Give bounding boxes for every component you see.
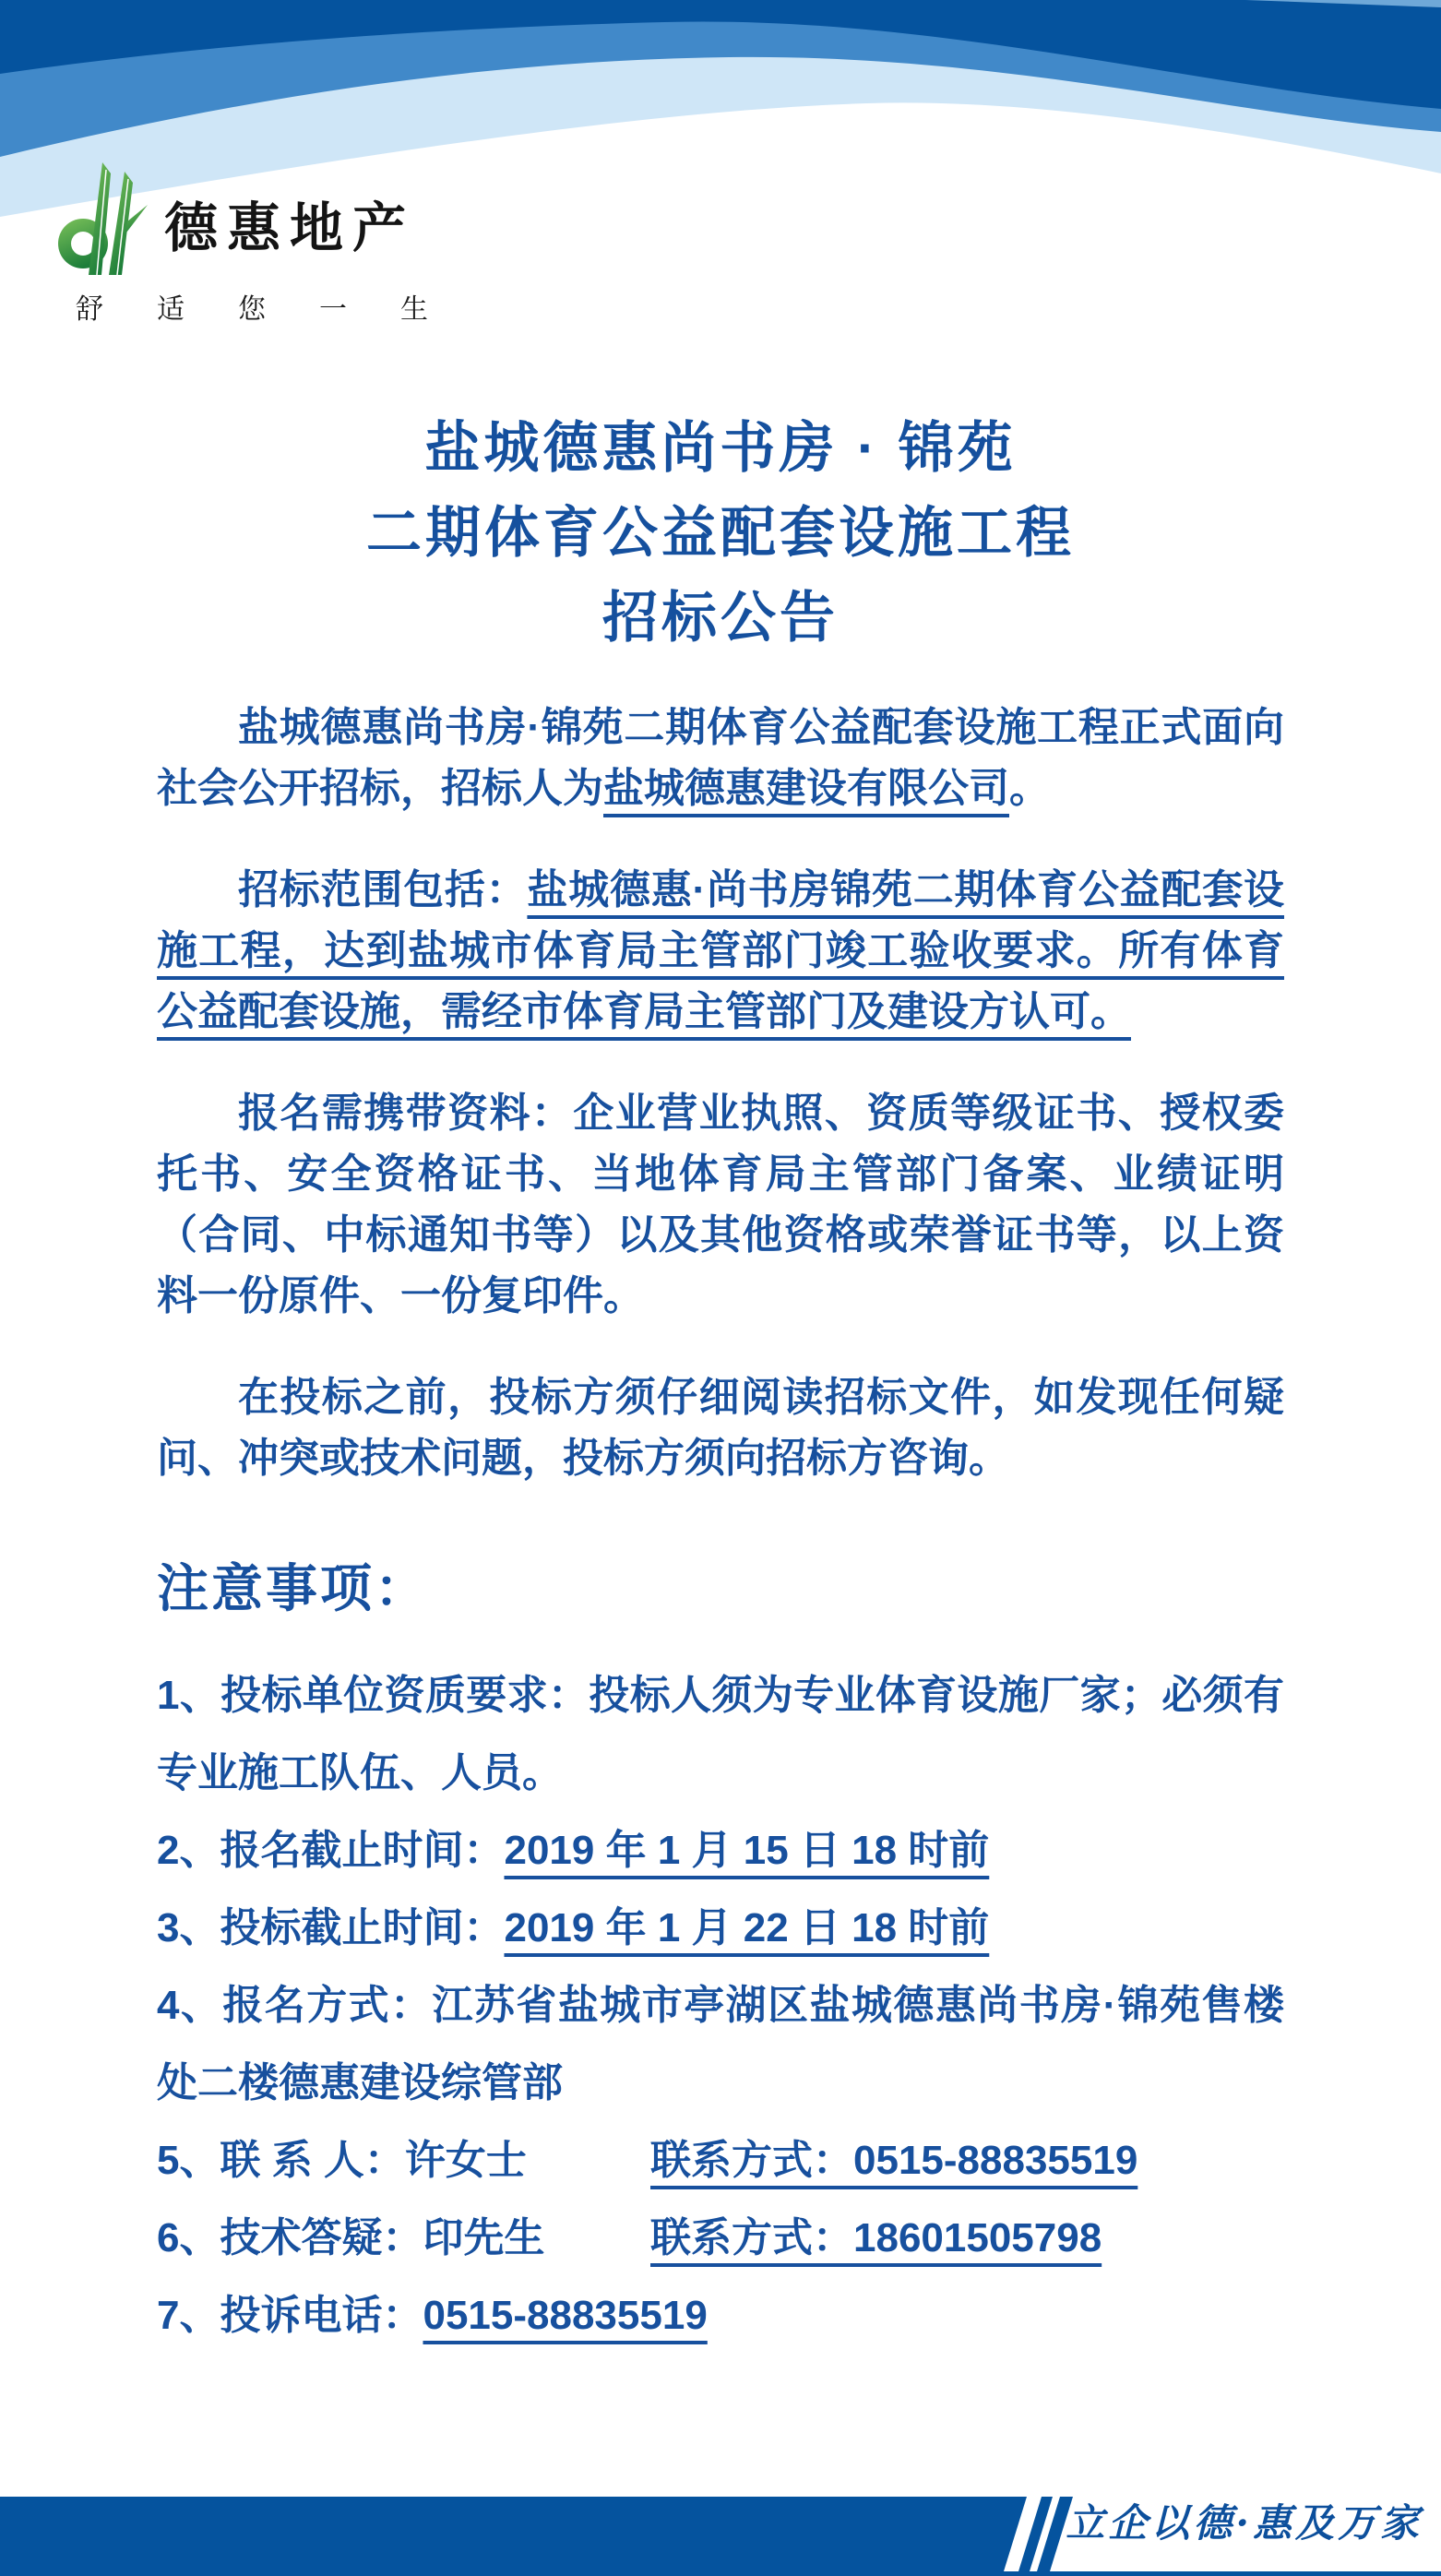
- logo: [55, 162, 482, 327]
- contact-person-label: 5、联 系 人：许女士: [157, 2138, 527, 2183]
- body-paragraph-2: [157, 860, 1284, 1043]
- title-line-1: 盐城德惠尚书房 · 锦苑: [424, 417, 1017, 479]
- list-item-3: [157, 1890, 1284, 1967]
- contact-person-label: 6、技术答疑：印先生: [157, 2215, 545, 2260]
- item-label: 2、报名截止时间：: [157, 1828, 505, 1873]
- list-item-4: [157, 1967, 1284, 2122]
- paragraph-text: 在投标之前，投标方须仔细阅读招标文件，如发现任何疑问、冲突或技术问题，投标方须向招标方咨询。: [157, 1375, 1284, 1481]
- item-label: 3、投标截止时间：: [157, 1905, 505, 1950]
- title-line-3: 招标公告: [602, 587, 839, 649]
- notice-heading: 注意事项：: [157, 1559, 429, 1617]
- paragraph-text: 招标范围包括：: [238, 867, 528, 912]
- body-paragraph-1: [157, 698, 1284, 819]
- contact-phone: 联系方式：18601505798: [650, 2215, 1102, 2260]
- title-line-2: 二期体育公益配套设施工程: [366, 502, 1075, 564]
- complaint-phone: 0515-88835519: [423, 2293, 708, 2338]
- company-name: 德惠地产: [164, 197, 416, 259]
- list-item-1: [157, 1657, 1284, 1812]
- list-item-2: [157, 1812, 1284, 1890]
- item-label: 7、投诉电话：: [157, 2293, 423, 2338]
- contact-phone: 联系方式：0515-88835519: [650, 2138, 1138, 2183]
- paragraph-text: 盐城德惠尚书房·锦苑二期体育公益配套设施工程正式面向社会公开招标，招标人为: [157, 705, 1284, 811]
- logo-row: [55, 162, 482, 275]
- item-text: 1、投标单位资质要求：投标人须为专业体育设施厂家；必须有专业施工队伍、人员。: [157, 1673, 1284, 1795]
- paragraph-text: 报名需携带资料：企业营业执照、资质等级证书、授权委托书、安全资格证书、当地体育局主管部门备案、业绩证明（合同、中标通知书等）以及其他资格或荣誉证书等，以上资料一份原件、一份复印件。: [157, 1091, 1284, 1318]
- page-title: [0, 406, 1441, 661]
- list-item-7: [157, 2277, 1284, 2355]
- body-paragraph-4: [157, 1367, 1284, 1489]
- deadline-value: 2019 年 1 月 15 日 18 时前: [504, 1828, 990, 1873]
- list-item-5: [157, 2122, 1284, 2200]
- list-item-6: [157, 2200, 1284, 2277]
- deadline-value: 2019 年 1 月 22 日 18 时前: [504, 1905, 990, 1950]
- underlined-text: 盐城德惠建设有限公司: [603, 766, 1009, 811]
- footer-slogan: 立企以德·惠及万家: [1066, 2500, 1423, 2546]
- underlined-text: 盐城德惠·尚书房锦苑二期体育公益配套设施工程，达到盐城市体育局主管部门竣工验收要求。所有体育公益配套设施，需经市体育局主管部门及建设方认可。: [157, 867, 1285, 1034]
- dh-logo-icon: [55, 162, 148, 275]
- body-paragraph-3: [157, 1083, 1284, 1327]
- paragraph-text: 。: [1009, 766, 1050, 811]
- company-tagline: 舒适您一生: [76, 294, 482, 325]
- item-text: 4、报名方式：江苏省盐城市亭湖区盐城德惠尚书房·锦苑售楼处二楼德惠建设综管部: [157, 1983, 1284, 2105]
- announcement-body: [157, 698, 1284, 2355]
